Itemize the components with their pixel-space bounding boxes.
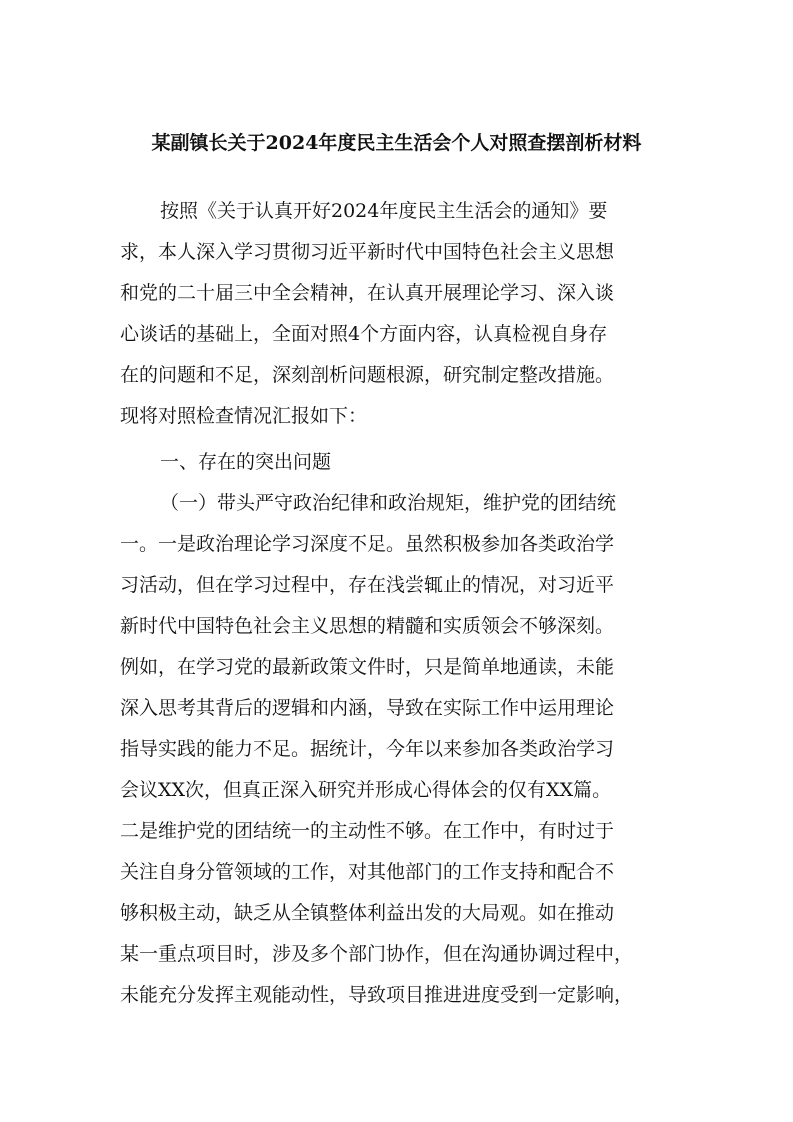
paragraph-line: 心谈话的基础上，全面对照4个方面内容，认真检视自身存 <box>120 323 608 345</box>
paragraph-line: 未能充分发挥主观能动性，导致项目推进进度受到一定影响， <box>120 984 634 1006</box>
paragraph-line: 关注自身分管领域的工作，对其他部门的工作支持和配合不 <box>120 861 615 883</box>
paragraph-line: 按照《关于认真开好2024年度民主生活会的通知》要 <box>160 200 608 222</box>
paragraph-line: 会议XX次，但真正深入研究并形成心得体会的仅有XX篇。 <box>120 779 612 801</box>
paragraph-line: 某一重点项目时，涉及多个部门协作，但在沟通协调过程中， <box>120 943 634 965</box>
paragraph-line: 求，本人深入学习贯彻习近平新时代中国特色社会主义思想 <box>120 241 615 263</box>
paragraph-line: 指导实践的能力不足。据统计，今年以来参加各类政治学习 <box>120 738 615 760</box>
document-title: 某副镇长关于2024年度民主生活会个人对照查摆剖析材料 <box>151 132 642 154</box>
paragraph-line: 在的问题和不足，深刻剖析问题根源，研究制定整改措施。 <box>120 364 615 386</box>
paragraph-line: 二是维护党的团结统一的主动性不够。在工作中，有时过于 <box>120 820 615 842</box>
paragraph-line: 习活动，但在学习过程中，存在浅尝辄止的情况，对习近平 <box>120 574 615 596</box>
paragraph-line: 新时代中国特色社会主义思想的精髓和实质领会不够深刻。 <box>120 615 615 637</box>
paragraph-line: 深入思考其背后的逻辑和内涵，导致在实际工作中运用理论 <box>120 697 615 719</box>
paragraph-line: 现将对照检查情况汇报如下： <box>120 405 368 427</box>
paragraph-line: 够积极主动，缺乏从全镇整体利益出发的大局观。如在推动 <box>120 902 615 924</box>
section-heading: 一、存在的突出问题 <box>160 451 332 473</box>
paragraph-line: 一。一是政治理论学习深度不足。虽然积极参加各类政治学 <box>120 533 615 555</box>
subsection-heading-line: （一）带头严守政治纪律和政治规矩，维护党的团结统 <box>160 492 617 514</box>
paragraph-line: 例如，在学习党的最新政策文件时，只是简单地通读，未能 <box>120 656 615 678</box>
paragraph-line: 和党的二十届三中全会精神，在认真开展理论学习、深入谈 <box>120 282 615 304</box>
